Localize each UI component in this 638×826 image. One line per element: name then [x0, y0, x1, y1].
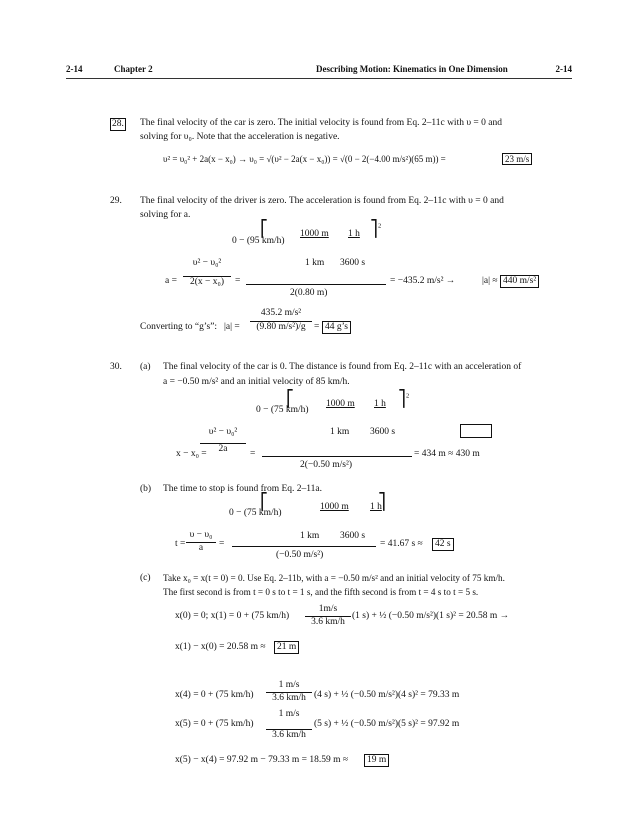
p30a-frac-den: 2a [200, 443, 246, 454]
p30b-numerator: 0 − (75 km/h) [229, 508, 282, 518]
p30b-main-fraction-bar [232, 546, 376, 547]
p30c-answer-2: 19 m [364, 754, 389, 767]
p29-frac-den: 2(x − x₀) [183, 276, 231, 287]
p29-answer: 440 m/s² [500, 275, 539, 288]
problem-28-number: 28. [112, 119, 124, 129]
p30b-lhs: t = [175, 539, 186, 549]
p30c-eq3-right: (4 s) + ½ (−0.50 m/s²)(4 s)² = 79.33 m [314, 690, 460, 700]
p29-lhs: a = [165, 276, 177, 286]
p30c-eq3-conversion [266, 680, 312, 703]
p30a-lhs: x − x₀ = [176, 449, 207, 459]
p30c-label: (c) [140, 573, 151, 583]
p30c-eq4-right: (5 s) + ½ (−0.50 m/s²)(5 s)² = 97.92 m [314, 719, 460, 729]
p30c-eq3-conv-num: 1 m/s [278, 680, 300, 690]
problem-28-text-1: The final velocity of the car is zero. The initial velocity is found from Eq. 2–11c with υ = 0 and [140, 118, 502, 128]
p29-conv2-den: 3600 s [340, 258, 366, 268]
p30c-eq1-left: x(0) = 0; x(1) = 0 + (75 km/h) [175, 611, 290, 621]
p30a-conv2-den: 3600 s [370, 427, 396, 437]
p30a-denominator: 2(−0.50 m/s²) [300, 460, 353, 470]
p29-conv-lhs: |a| = [224, 322, 240, 332]
p29-conv-den: (9.80 m/s²)/g [250, 321, 312, 332]
p29-conv2-num: 1 h [348, 229, 360, 239]
p29-conv1-num: 1000 m [300, 229, 329, 239]
header-right-page: 2-14 [555, 64, 572, 74]
p29-numerator: 0 − (95 km/h) [232, 236, 285, 246]
p30a-main-fraction-bar [262, 456, 412, 457]
p30b-conv2-num: 1 h [370, 502, 382, 512]
p30c-text-1: Take x₀ = x(t = 0) = 0. Use Eq. 2–11b, with a = −0.50 m/s² and an initial velocity of 75 km/h. [163, 573, 505, 583]
p30a-frac-num: υ² − υ₀² [208, 427, 238, 437]
p29-frac-num: υ² − υ₀² [192, 258, 222, 268]
problem-29-text-2: solving for a. [140, 210, 191, 220]
p30c-answer-1: 21 m [274, 641, 299, 654]
header-rule [66, 78, 572, 79]
p29-conv-answer: 44 g’s [322, 321, 351, 334]
p30a-symbolic-fraction [200, 427, 246, 454]
p30c-eq2: x(1) − x(0) = 20.58 m ≈ [175, 642, 266, 652]
p30c-eq4-left: x(5) = 0 + (75 km/h) [175, 719, 254, 729]
p30b-frac-den: a [186, 542, 216, 553]
p29-conv-num: 435.2 m/s² [260, 308, 302, 318]
header-left-page: 2-14 [66, 64, 83, 74]
p30b-denominator: (−0.50 m/s²) [276, 550, 324, 560]
p30c-text-2: The first second is from t = 0 s to t = 1 s, and the fifth second is from t = 4 s to t = 5 s. [163, 587, 479, 597]
p29-conv1-den: 1 km [305, 258, 325, 268]
p29-conv-fraction [250, 308, 312, 332]
p30c-eq5: x(5) − x(4) = 97.92 m − 79.33 m = 18.59 m ≈ [175, 755, 349, 765]
p30a-conv2-num: 1 h [374, 399, 386, 409]
p30a-conv1-den: 1 km [330, 427, 350, 437]
p30a-text-1: The final velocity of the car is 0. The distance is found from Eq. 2–11c with an acceleration of [163, 362, 522, 372]
p30c-eq1-conv-den: 3.6 km/h [305, 616, 351, 627]
p30c-eq4-conv-den: 3.6 km/h [266, 729, 312, 740]
problem-30-number: 30. [110, 362, 122, 372]
p29-main-fraction-bar [246, 284, 386, 285]
problem-29-text-1: The final velocity of the driver is zero. The acceleration is found from Eq. 2–11c with υ = 0 and [140, 196, 504, 206]
p29-converting-label: Converting to “g’s”: [140, 322, 218, 332]
p30b-text-1: The time to stop is found from Eq. 2–11a. [163, 484, 323, 494]
p30b-conv1-num: 1000 m [320, 502, 349, 512]
p30c-eq4-conv-num: 1 m/s [278, 709, 300, 719]
p29-denominator: 2(0.80 m) [290, 288, 328, 298]
p30b-label: (b) [140, 484, 152, 494]
p30c-eq1-conv-num: 1m/s [318, 604, 338, 614]
p30a-numerator: 0 − (75 km/h) [256, 405, 309, 415]
p30b-conv2-den: 3600 s [340, 531, 366, 541]
p30a-result: = 434 m ≈ 430 m [414, 449, 480, 459]
p30b-frac-num: υ − υ₀ [189, 530, 213, 540]
p30b-result: = 41.67 s ≈ [380, 539, 423, 549]
p30c-eq4-conversion [266, 709, 312, 740]
p30c-eq1-conversion [305, 604, 351, 627]
p29-abs-a: |a| ≈ [482, 276, 498, 286]
problem-28-equation: υ² = υ₀² + 2a(x − x₀) → υ₀ = √(υ² − 2a(x − x₀)) = √(0 − 2(−4.00 m/s²)(65 m)) = [163, 154, 446, 164]
p30b-conv1-den: 1 km [300, 531, 320, 541]
p29-symbolic-fraction [183, 258, 231, 287]
p30c-eq3-left: x(4) = 0 + (75 km/h) [175, 690, 254, 700]
header-title: Describing Motion: Kinematics in One Dimension [316, 64, 508, 74]
problem-28-text-2: solving for υ₀. Note that the acceleration is negative. [140, 132, 340, 142]
p30a-text-2: a = −0.50 m/s² and an initial velocity of 85 km/h. [163, 377, 350, 387]
p30c-eq3-conv-den: 3.6 km/h [266, 692, 312, 703]
p30a-label: (a) [140, 362, 151, 372]
header-chapter: Chapter 2 [114, 64, 153, 74]
p30c-eq1-right: (1 s) + ½ (−0.50 m/s²)(1 s)² = 20.58 m → [352, 611, 510, 621]
p30b-answer: 42 s [432, 538, 454, 551]
p29-result: = −435.2 m/s² → [390, 276, 456, 286]
problem-28-answer: 23 m/s [502, 153, 532, 165]
p30a-conv1-num: 1000 m [326, 399, 355, 409]
problem-29-number: 29. [110, 196, 122, 206]
p30b-symbolic-fraction [186, 530, 216, 553]
empty-box [460, 424, 492, 438]
